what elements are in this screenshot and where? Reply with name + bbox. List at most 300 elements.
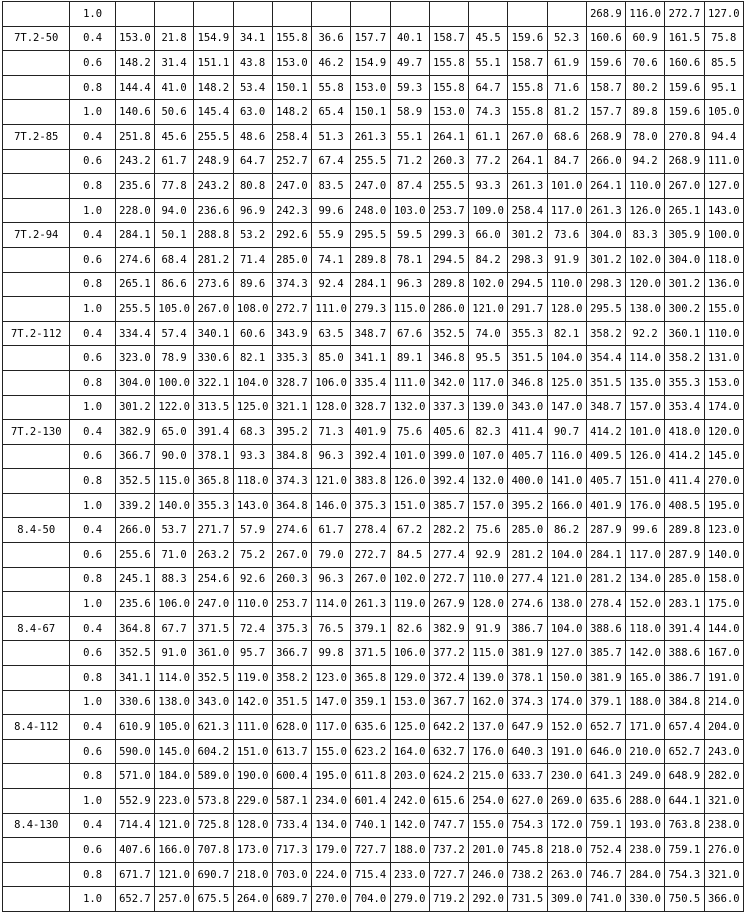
value-cell: 193.0 (626, 813, 665, 838)
value-cell: 261.3 (586, 198, 625, 223)
value-cell: 253.7 (272, 592, 311, 617)
value-cell: 745.8 (508, 838, 547, 863)
value-cell: 106.0 (390, 641, 429, 666)
value-cell: 600.4 (272, 764, 311, 789)
value-cell: 255.5 (351, 149, 390, 174)
value-cell: 719.2 (429, 887, 468, 912)
value-cell: 295.5 (351, 223, 390, 248)
value-cell: 155.0 (469, 813, 508, 838)
value-cell: 93.3 (233, 444, 272, 469)
value-cell: 86.6 (155, 272, 194, 297)
value-cell: 266.0 (115, 518, 154, 543)
value-cell: 292.0 (469, 887, 508, 912)
value-cell: 284.1 (351, 272, 390, 297)
value-cell: 295.5 (586, 297, 625, 322)
value-cell: 142.0 (390, 813, 429, 838)
value-cell: 381.9 (586, 666, 625, 691)
value-cell: 272.7 (351, 543, 390, 568)
value-cell: 115.0 (390, 297, 429, 322)
value-cell: 96.3 (312, 567, 351, 592)
value-cell: 143.0 (233, 493, 272, 518)
value-cell: 132.0 (469, 469, 508, 494)
value-cell: 281.2 (194, 247, 233, 272)
value-cell: 155.8 (429, 51, 468, 76)
value-cell: 151.1 (194, 51, 233, 76)
value-cell: 158.7 (586, 75, 625, 100)
value-cell: 604.2 (194, 739, 233, 764)
value-cell: 267.9 (429, 592, 468, 617)
value-cell: 90.7 (547, 420, 586, 445)
row-label-cell (3, 346, 70, 371)
value-cell: 391.4 (194, 420, 233, 445)
value-cell: 366.0 (704, 887, 744, 912)
value-cell: 110.0 (704, 321, 744, 346)
value-cell: 752.4 (586, 838, 625, 863)
value-cell: 255.5 (429, 174, 468, 199)
value-cell: 121.0 (312, 469, 351, 494)
value-cell: 281.2 (508, 543, 547, 568)
value-cell: 255.5 (115, 297, 154, 322)
table-row (3, 247, 744, 272)
value-cell: 271.7 (194, 518, 233, 543)
value-cell: 300.2 (665, 297, 704, 322)
value-cell: 77.8 (155, 174, 194, 199)
row-label-cell: 7T.2-130 (3, 420, 70, 445)
value-cell: 84.7 (547, 149, 586, 174)
value-cell: 287.9 (586, 518, 625, 543)
value-cell: 414.2 (665, 444, 704, 469)
value-cell: 129.0 (390, 666, 429, 691)
value-cell: 358.2 (586, 321, 625, 346)
row-label-cell (3, 641, 70, 666)
value-cell: 68.6 (547, 124, 586, 149)
value-cell: 355.3 (508, 321, 547, 346)
value-cell: 48.6 (233, 124, 272, 149)
value-cell: 99.8 (312, 641, 351, 666)
value-cell: 140.6 (115, 100, 154, 125)
value-cell: 366.7 (272, 641, 311, 666)
value-cell: 354.4 (586, 346, 625, 371)
table-row (3, 592, 744, 617)
value-cell: 31.4 (155, 51, 194, 76)
value-cell: 265.1 (115, 272, 154, 297)
value-cell: 386.7 (665, 666, 704, 691)
value-cell: 342.0 (429, 370, 468, 395)
value-cell: 60.6 (233, 321, 272, 346)
value-cell: 114.0 (155, 666, 194, 691)
value-cell: 94.2 (626, 149, 665, 174)
value-cell: 92.9 (469, 543, 508, 568)
ratio-cell: 0.8 (70, 174, 115, 199)
table-row (3, 518, 744, 543)
value-cell: 418.0 (665, 420, 704, 445)
value-cell: 71.3 (312, 420, 351, 445)
ratio-cell: 0.4 (70, 223, 115, 248)
value-cell: 118.0 (626, 616, 665, 641)
value-cell: 328.7 (272, 370, 311, 395)
ratio-cell: 0.6 (70, 543, 115, 568)
value-cell: 63.5 (312, 321, 351, 346)
value-cell: 269.0 (547, 789, 586, 814)
value-cell: 90.0 (155, 444, 194, 469)
value-cell: 278.4 (586, 592, 625, 617)
value-cell: 265.1 (665, 198, 704, 223)
value-cell: 334.4 (115, 321, 154, 346)
value-cell: 284.0 (626, 862, 665, 887)
row-label-cell (3, 247, 70, 272)
value-cell: 733.4 (272, 813, 311, 838)
value-cell: 289.8 (665, 518, 704, 543)
value-cell: 573.8 (194, 789, 233, 814)
value-cell: 92.6 (233, 567, 272, 592)
value-cell: 704.0 (351, 887, 390, 912)
row-label-cell (3, 838, 70, 863)
value-cell: 364.8 (115, 616, 154, 641)
row-label-cell: 7T.2-94 (3, 223, 70, 248)
value-cell: 64.7 (469, 75, 508, 100)
value-cell: 337.3 (429, 395, 468, 420)
value-cell: 50.1 (155, 223, 194, 248)
value-cell: 191.0 (547, 739, 586, 764)
table-row (3, 444, 744, 469)
row-label-cell (3, 493, 70, 518)
value-cell: 150.0 (547, 666, 586, 691)
value-cell: 114.0 (626, 346, 665, 371)
value-cell: 374.3 (508, 690, 547, 715)
value-cell: 153.0 (704, 370, 744, 395)
value-cell: 215.0 (469, 764, 508, 789)
value-cell: 267.0 (665, 174, 704, 199)
value-cell: 121.0 (547, 567, 586, 592)
value-cell: 381.9 (508, 641, 547, 666)
value-cell: 89.1 (390, 346, 429, 371)
value-cell: 754.3 (508, 813, 547, 838)
value-cell: 105.0 (704, 100, 744, 125)
value-cell: 148.2 (115, 51, 154, 76)
value-cell: 272.7 (429, 567, 468, 592)
value-cell: 110.0 (469, 567, 508, 592)
value-cell: 80.2 (626, 75, 665, 100)
row-label-cell (3, 75, 70, 100)
value-cell: 273.6 (194, 272, 233, 297)
value-cell: 167.0 (704, 641, 744, 666)
value-cell: 229.0 (233, 789, 272, 814)
row-label-cell: 8.4-67 (3, 616, 70, 641)
value-cell: 351.5 (508, 346, 547, 371)
value-cell: 160.6 (586, 26, 625, 51)
value-cell: 361.0 (194, 641, 233, 666)
value-cell: 365.8 (194, 469, 233, 494)
value-cell: 126.0 (626, 444, 665, 469)
value-cell: 67.7 (155, 616, 194, 641)
table-row (3, 887, 744, 912)
value-cell: 294.5 (429, 247, 468, 272)
value-cell: 246.0 (469, 862, 508, 887)
table-row (3, 420, 744, 445)
value-cell: 632.7 (429, 739, 468, 764)
value-cell: 352.5 (115, 469, 154, 494)
value-cell: 151.0 (233, 739, 272, 764)
value-cell: 399.0 (429, 444, 468, 469)
value-cell: 725.8 (194, 813, 233, 838)
value-cell: 151.0 (390, 493, 429, 518)
value-cell: 135.0 (626, 370, 665, 395)
value-cell: 291.7 (508, 297, 547, 322)
value-cell: 255.6 (115, 543, 154, 568)
value-cell: 195.0 (312, 764, 351, 789)
value-cell: 161.5 (665, 26, 704, 51)
value-cell: 633.7 (508, 764, 547, 789)
value-cell: 747.7 (429, 813, 468, 838)
row-label-cell (3, 100, 70, 125)
value-cell: 148.2 (272, 100, 311, 125)
value-cell: 64.7 (233, 149, 272, 174)
value-cell: 41.0 (155, 75, 194, 100)
value-cell: 78.0 (626, 124, 665, 149)
table-row (3, 739, 744, 764)
value-cell: 110.0 (233, 592, 272, 617)
value-cell: 99.6 (626, 518, 665, 543)
row-label-cell (3, 174, 70, 199)
value-cell: 552.9 (115, 789, 154, 814)
value-cell: 61.9 (547, 51, 586, 76)
value-cell: 61.7 (312, 518, 351, 543)
value-cell: 386.7 (508, 616, 547, 641)
value-cell: 146.0 (312, 493, 351, 518)
value-cell: 139.0 (469, 666, 508, 691)
value-cell: 45.6 (155, 124, 194, 149)
value-cell: 657.4 (665, 715, 704, 740)
table-row (3, 124, 744, 149)
value-cell: 252.7 (272, 149, 311, 174)
value-cell: 359.1 (351, 690, 390, 715)
value-cell: 647.9 (508, 715, 547, 740)
ratio-cell: 0.4 (70, 420, 115, 445)
value-cell: 323.0 (115, 346, 154, 371)
table-row (3, 26, 744, 51)
value-cell: 371.5 (351, 641, 390, 666)
value-cell: 159.6 (586, 51, 625, 76)
value-cell: 53.4 (233, 75, 272, 100)
value-cell: 346.8 (508, 370, 547, 395)
table-row (3, 395, 744, 420)
row-label-cell: 7T.2-50 (3, 26, 70, 51)
value-cell: 36.6 (312, 26, 351, 51)
value-cell: 301.2 (508, 223, 547, 248)
table-row (3, 75, 744, 100)
table-row (3, 838, 744, 863)
value-cell: 184.0 (155, 764, 194, 789)
value-cell: 385.7 (429, 493, 468, 518)
value-cell: 74.3 (469, 100, 508, 125)
value-cell: 72.4 (233, 616, 272, 641)
value-cell: 243.0 (704, 739, 744, 764)
ratio-cell: 0.4 (70, 124, 115, 149)
value-cell: 355.3 (665, 370, 704, 395)
value-cell: 203.0 (390, 764, 429, 789)
value-cell: 589.0 (194, 764, 233, 789)
value-cell: 284.1 (115, 223, 154, 248)
value-cell: 82.6 (390, 616, 429, 641)
value-cell: 590.0 (115, 739, 154, 764)
value-cell: 613.7 (272, 739, 311, 764)
value-cell: 611.8 (351, 764, 390, 789)
table-row (3, 198, 744, 223)
table-row (3, 149, 744, 174)
value-cell: 142.0 (626, 641, 665, 666)
ratio-cell: 1.0 (70, 100, 115, 125)
value-cell: 153.0 (351, 75, 390, 100)
value-cell: 646.0 (586, 739, 625, 764)
value-cell: 65.0 (155, 420, 194, 445)
ratio-cell: 0.4 (70, 518, 115, 543)
value-cell: 627.0 (508, 789, 547, 814)
value-cell: 85.0 (312, 346, 351, 371)
value-cell: 84.5 (390, 543, 429, 568)
value-cell: 121.0 (469, 297, 508, 322)
value-cell: 68.3 (233, 420, 272, 445)
value-cell: 153.0 (390, 690, 429, 715)
value-cell: 281.2 (586, 567, 625, 592)
value-cell: 107.0 (469, 444, 508, 469)
value-cell: 322.1 (194, 370, 233, 395)
value-cell: 82.1 (233, 346, 272, 371)
value-cell: 89.8 (626, 100, 665, 125)
value-cell: 272.7 (272, 297, 311, 322)
row-label-cell: 8.4-112 (3, 715, 70, 740)
value-cell: 92.2 (626, 321, 665, 346)
value-cell: 79.0 (312, 543, 351, 568)
value-cell: 675.5 (194, 887, 233, 912)
table-row (3, 666, 744, 691)
data-table (2, 1, 744, 912)
value-cell: 382.9 (429, 616, 468, 641)
value-cell: 95.1 (704, 75, 744, 100)
value-cell: 284.1 (586, 543, 625, 568)
table-row (3, 567, 744, 592)
value-cell (547, 2, 586, 27)
value-cell: 117.0 (626, 543, 665, 568)
value-cell: 321.0 (704, 862, 744, 887)
value-cell: 73.6 (547, 223, 586, 248)
value-cell: 157.7 (586, 100, 625, 125)
value-cell: 148.2 (194, 75, 233, 100)
value-cell: 279.0 (390, 887, 429, 912)
value-cell: 301.2 (586, 247, 625, 272)
value-cell: 138.0 (155, 690, 194, 715)
value-cell: 59.3 (390, 75, 429, 100)
value-cell: 285.0 (272, 247, 311, 272)
value-cell: 55.8 (312, 75, 351, 100)
value-cell: 313.5 (194, 395, 233, 420)
value-cell: 166.0 (547, 493, 586, 518)
value-cell: 321.0 (704, 789, 744, 814)
value-cell: 282.2 (429, 518, 468, 543)
value-cell: 400.0 (508, 469, 547, 494)
value-cell: 158.7 (508, 51, 547, 76)
value-cell: 223.0 (155, 789, 194, 814)
value-cell: 287.9 (665, 543, 704, 568)
value-cell: 58.9 (390, 100, 429, 125)
value-cell: 268.9 (586, 2, 625, 27)
value-cell: 99.6 (312, 198, 351, 223)
value-cell: 401.9 (351, 420, 390, 445)
value-cell: 126.0 (626, 198, 665, 223)
value-cell: 330.6 (115, 690, 154, 715)
value-cell: 157.7 (351, 26, 390, 51)
value-cell: 642.2 (429, 715, 468, 740)
value-cell: 379.1 (586, 690, 625, 715)
value-cell: 288.8 (194, 223, 233, 248)
value-cell: 282.0 (704, 764, 744, 789)
ratio-cell: 0.8 (70, 567, 115, 592)
value-cell: 164.0 (390, 739, 429, 764)
value-cell: 408.5 (665, 493, 704, 518)
value-cell: 121.0 (155, 862, 194, 887)
value-cell: 34.1 (233, 26, 272, 51)
value-cell: 132.0 (390, 395, 429, 420)
value-cell: 409.5 (586, 444, 625, 469)
value-cell: 640.3 (508, 739, 547, 764)
value-cell: 299.3 (429, 223, 468, 248)
value-cell: 255.5 (194, 124, 233, 149)
value-cell: 377.2 (429, 641, 468, 666)
value-cell: 268.9 (665, 149, 704, 174)
value-cell: 204.0 (704, 715, 744, 740)
row-label-cell (3, 469, 70, 494)
value-cell: 118.0 (233, 469, 272, 494)
value-cell: 652.7 (115, 887, 154, 912)
value-cell: 74.0 (469, 321, 508, 346)
value-cell: 81.2 (547, 100, 586, 125)
value-cell (469, 2, 508, 27)
value-cell: 188.0 (626, 690, 665, 715)
value-cell: 738.2 (508, 862, 547, 887)
ratio-cell: 0.4 (70, 715, 115, 740)
value-cell: 378.1 (508, 666, 547, 691)
value-cell: 621.3 (194, 715, 233, 740)
value-cell: 150.1 (272, 75, 311, 100)
value-cell: 254.6 (194, 567, 233, 592)
value-cell: 714.4 (115, 813, 154, 838)
value-cell: 126.0 (390, 469, 429, 494)
value-cell: 104.0 (233, 370, 272, 395)
value-cell: 155.8 (429, 75, 468, 100)
value-cell: 253.7 (429, 198, 468, 223)
value-cell: 191.0 (704, 666, 744, 691)
table-row (3, 297, 744, 322)
value-cell: 210.0 (626, 739, 665, 764)
value-cell: 53.7 (155, 518, 194, 543)
value-cell: 105.0 (155, 297, 194, 322)
value-cell: 158.0 (704, 567, 744, 592)
value-cell: 270.0 (312, 887, 351, 912)
value-cell: 392.4 (351, 444, 390, 469)
ratio-cell: 0.8 (70, 862, 115, 887)
value-cell: 153.0 (429, 100, 468, 125)
value-cell: 304.0 (586, 223, 625, 248)
value-cell: 106.0 (312, 370, 351, 395)
value-cell: 121.0 (155, 813, 194, 838)
value-cell: 414.2 (586, 420, 625, 445)
value-cell: 95.5 (469, 346, 508, 371)
value-cell: 233.0 (390, 862, 429, 887)
ratio-cell: 1.0 (70, 690, 115, 715)
value-cell: 294.5 (508, 272, 547, 297)
value-cell: 152.0 (626, 592, 665, 617)
value-cell: 105.0 (155, 715, 194, 740)
value-cell: 238.0 (626, 838, 665, 863)
